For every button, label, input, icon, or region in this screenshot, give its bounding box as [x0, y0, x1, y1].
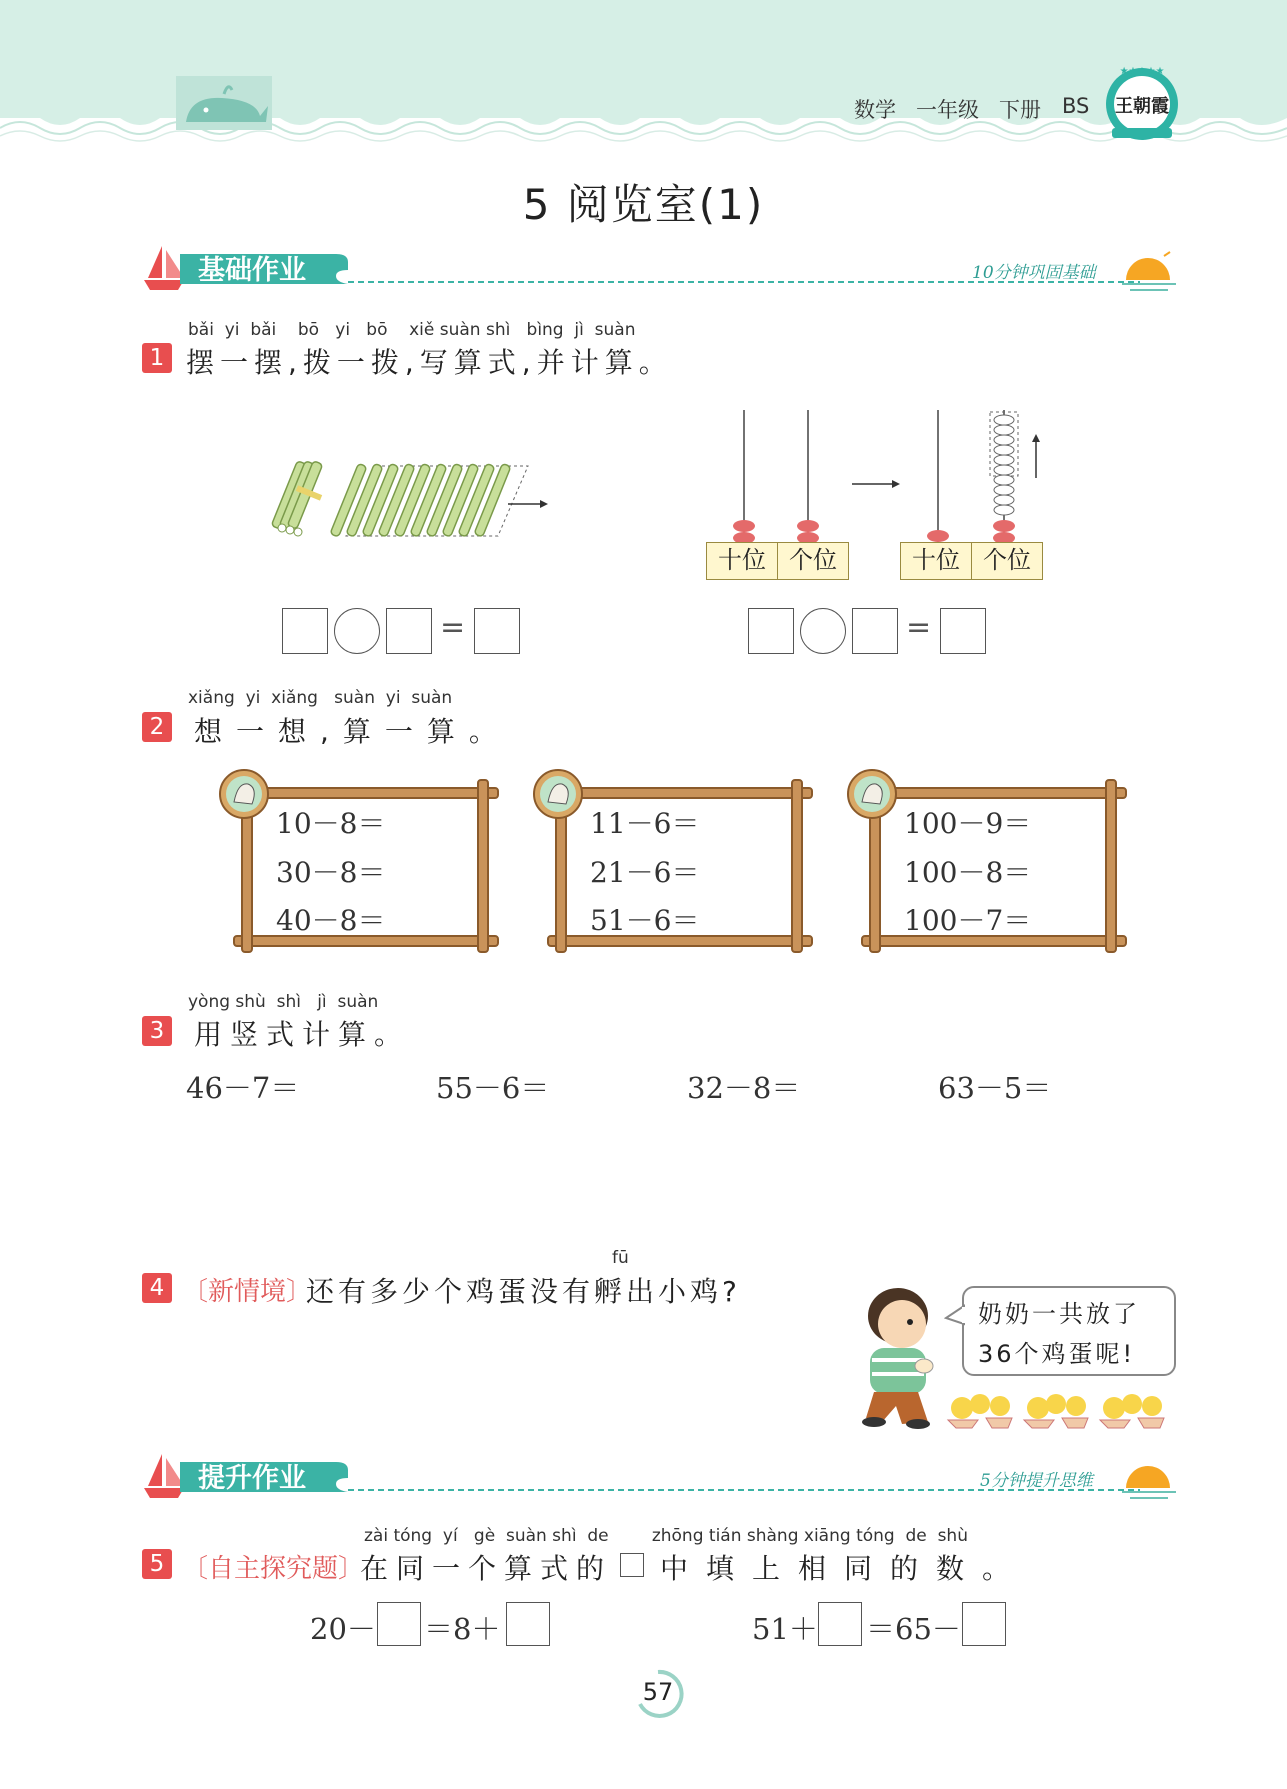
q5-eq1-part-a: 20－: [310, 1612, 376, 1646]
chicks-illustration: [942, 1380, 1168, 1432]
section-note-advanced: 5分钟提升思维: [980, 1471, 1093, 1491]
q2-instruction: 想一想,算一算。: [194, 715, 511, 748]
q3-number: 3: [142, 1016, 172, 1046]
frame1-line2: 30－8＝: [276, 856, 386, 889]
q5-eq1-part-b: ＝8＋: [424, 1612, 501, 1646]
section-label-basic: 基础作业: [198, 255, 306, 286]
q5-tag: 〔自主探究题〕: [182, 1554, 365, 1584]
frame3-line2: 100－8＝: [904, 856, 1032, 889]
abacus2-ones-label: 个位: [971, 542, 1043, 580]
header-grade: 一年级: [916, 98, 979, 122]
q3-expr-1: 46－7＝: [186, 1071, 300, 1105]
bubble-line-1: 奶奶一共放了: [978, 1300, 1140, 1328]
section-label-advanced: 提升作业: [198, 1463, 306, 1494]
q1-right-result-box[interactable]: [940, 608, 986, 654]
abacus1-tens-label: 十位: [706, 542, 778, 580]
q1-left-answer-box-2[interactable]: [386, 608, 432, 654]
q4-number: 4: [142, 1273, 172, 1303]
header-volume: 下册: [999, 98, 1041, 122]
frame2-line1: 11－6＝: [590, 807, 700, 840]
whale-icon: [176, 76, 272, 130]
q5-number: 5: [142, 1549, 172, 1579]
q1-left-result-box[interactable]: [474, 608, 520, 654]
q1-right-answer-box-2[interactable]: [852, 608, 898, 654]
bubble-tail: [944, 1304, 966, 1328]
q4-pinyin: fū: [612, 1248, 629, 1268]
q1-pinyin: bǎi yi bǎi bō yi bō xiě suàn shì bìng jì suàn: [188, 320, 636, 340]
bubble-line-2: 36个鸡蛋呢!: [978, 1340, 1136, 1368]
sunset-icon-2: [1120, 1458, 1178, 1504]
header-subject: 数学: [854, 98, 896, 122]
q5-eq2-part-b: ＝65－: [866, 1612, 961, 1646]
frame2-line2: 21－6＝: [590, 856, 700, 889]
q5-pinyin: zài tóng yí gè suàn shì de zhōng tián shàng xiāng tóng de shù: [364, 1526, 968, 1546]
q3-expr-2: 55－6＝: [436, 1071, 550, 1105]
frame2-line3: 51－6＝: [590, 904, 700, 937]
q5-eq1-box-1[interactable]: [377, 1602, 421, 1646]
sunset-icon: [1120, 250, 1178, 296]
page-title: 5 阅览室(1): [522, 180, 765, 229]
q5-eq2-box-1[interactable]: [818, 1602, 862, 1646]
svg-text:★★★★★: ★★★★★: [1119, 66, 1165, 77]
brand-name: 王朝霞: [1115, 96, 1169, 117]
section-note-basic: 10分钟巩固基础: [972, 263, 1096, 283]
sticks-illustration: [268, 454, 548, 544]
frame3-line1: 100－9＝: [904, 807, 1032, 840]
q1-right-answer-box-1[interactable]: [748, 608, 794, 654]
q1-right-operator-circle[interactable]: [800, 608, 846, 654]
q1-left-operator-circle[interactable]: [334, 608, 380, 654]
boy-illustration: [852, 1282, 952, 1430]
q4-tag: 〔新情境〕: [182, 1277, 313, 1307]
q5-eq2-part-a: 51＋: [752, 1612, 818, 1646]
q3-pinyin: yòng shù shì jì suàn: [188, 992, 379, 1012]
brand-badge: [1102, 62, 1182, 142]
q1-left-equals: =: [440, 610, 466, 645]
arrow-right-icon: [850, 474, 900, 494]
q5-eq2-box-2[interactable]: [962, 1602, 1006, 1646]
q5-eq1-box-2[interactable]: [506, 1602, 550, 1646]
frame1-line1: 10－8＝: [276, 807, 386, 840]
header-edition: BS: [1062, 94, 1090, 118]
frame3-line3: 100－7＝: [904, 904, 1032, 937]
q5-instruction-box: [620, 1553, 644, 1577]
q1-right-equals: =: [906, 610, 932, 645]
abacus1-ones-label: 个位: [777, 542, 849, 580]
speech-bubble: [962, 1286, 1176, 1376]
q5-instruction-a: 在同一个算式的: [360, 1552, 613, 1585]
q1-left-answer-box-1[interactable]: [282, 608, 328, 654]
q5-instruction-b: 中填上相同的数。: [660, 1552, 1029, 1585]
q4-question: 还有多少个鸡蛋没有孵出小鸡?: [306, 1275, 741, 1308]
q1-number: 1: [142, 343, 172, 373]
q2-pinyin: xiǎng yi xiǎng suàn yi suàn: [188, 688, 453, 708]
page-number: 57: [642, 1678, 674, 1706]
q1-instruction: 摆一摆,拨一拨,写算式,并计算。: [186, 346, 673, 379]
q3-expr-3: 32－8＝: [687, 1071, 801, 1105]
frame1-line3: 40－8＝: [276, 904, 386, 937]
abacus2-tens-label: 十位: [900, 542, 972, 580]
q3-expr-4: 63－5＝: [938, 1071, 1052, 1105]
q3-instruction: 用竖式计算。: [194, 1018, 411, 1051]
q2-number: 2: [142, 712, 172, 742]
